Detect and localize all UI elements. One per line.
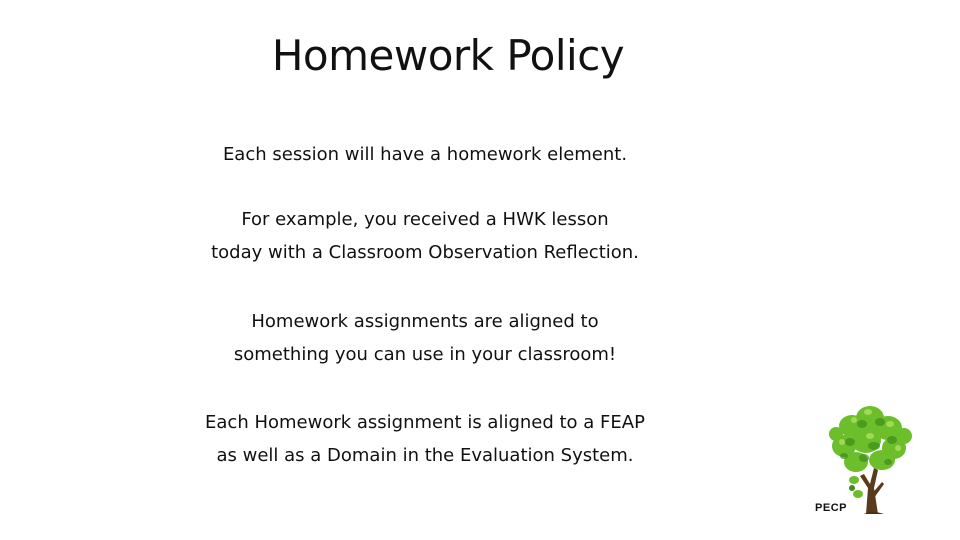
paragraph-line: For example, you received a HWK lesson bbox=[241, 209, 609, 230]
paragraph-line: something you can use in your classroom! bbox=[233, 344, 617, 365]
paragraph-line: Homework assignments are aligned to bbox=[251, 311, 599, 332]
paragraph-line: Each session will have a homework element. bbox=[222, 144, 628, 165]
paragraph-feap bbox=[0, 406, 850, 472]
paragraph-line: Each Homework assignment is aligned to a FEAP bbox=[205, 412, 645, 433]
paragraph-line: as well as a Domain in the Evaluation System. bbox=[216, 445, 634, 466]
paragraph-session-homework bbox=[0, 138, 850, 171]
paragraph-line: today with a Classroom Observation Reflection. bbox=[211, 242, 639, 263]
paragraph-alignment bbox=[0, 305, 850, 371]
slide-title: Homework Policy bbox=[271, 31, 625, 80]
paragraph-example bbox=[0, 203, 850, 269]
pecp-logo bbox=[808, 396, 918, 520]
logo-text: PECP bbox=[815, 502, 847, 514]
